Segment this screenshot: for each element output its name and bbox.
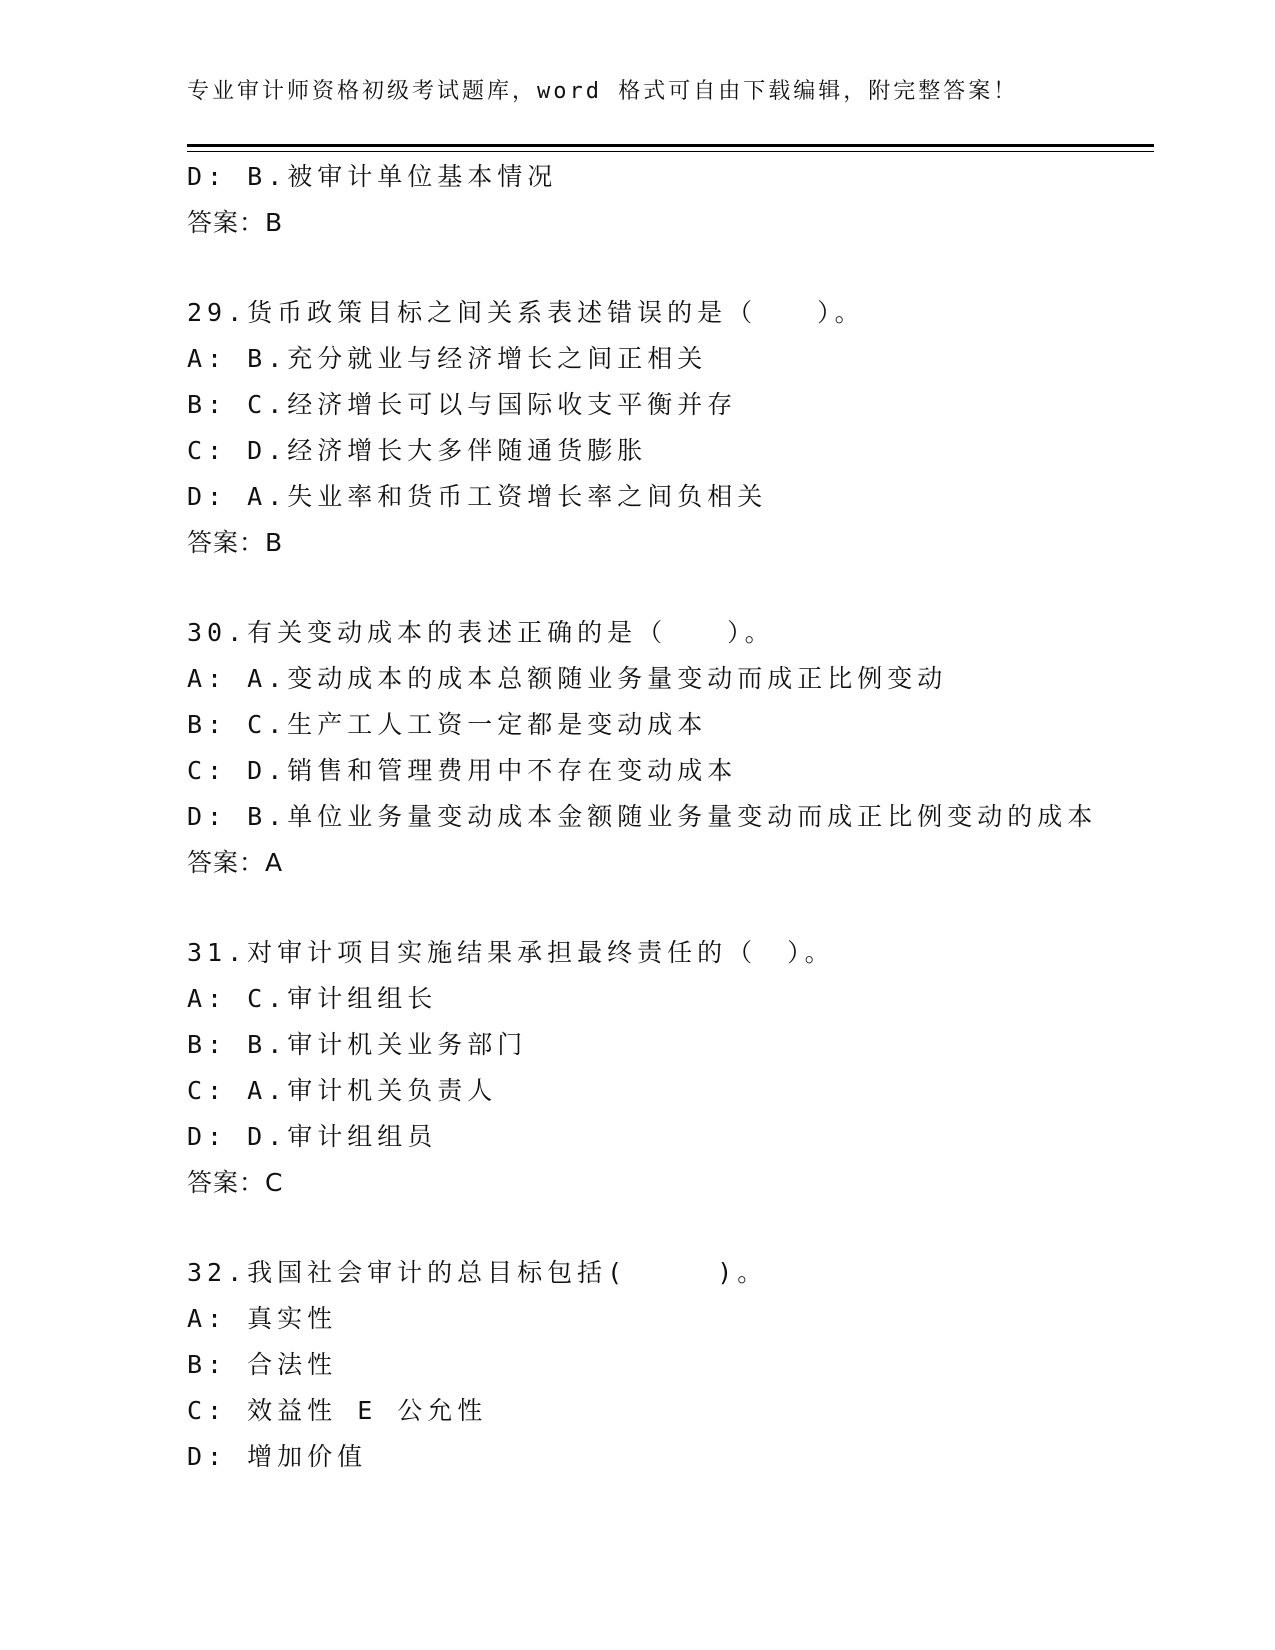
option-c: C: D.经济增长大多伴随通货膨胀 [187, 436, 648, 465]
option-b: B: C.生产工人工资一定都是变动成本 [187, 710, 708, 739]
question-stem: 29.货币政策目标之间关系表述错误的是（ ）。 [187, 298, 865, 327]
continued-question [187, 154, 1167, 246]
option-c: C: D.销售和管理费用中不存在变动成本 [187, 756, 738, 785]
option-d: D: B.单位业务量变动成本金额随业务量变动而成正比例变动的成本 [187, 802, 1098, 831]
question-32 [187, 1250, 1167, 1480]
question-stem: 32.我国社会审计的总目标包括( )。 [187, 1258, 768, 1287]
option-b: B: B.审计机关业务部门 [187, 1030, 528, 1059]
option-a: A: B.充分就业与经济增长之间正相关 [187, 344, 708, 373]
question-stem: 31.对审计项目实施结果承担最终责任的（ ）。 [187, 938, 835, 967]
question-list [187, 154, 1167, 1480]
option-b: B: 合法性 [187, 1350, 338, 1379]
answer-line: 答案：C [187, 1168, 284, 1197]
header-rule-thin [187, 151, 1154, 152]
answer-line: 答案：B [187, 528, 284, 557]
option-a: A: A.变动成本的成本总额随业务量变动而成正比例变动 [187, 664, 948, 693]
question-31 [187, 930, 1167, 1206]
page-header: 专业审计师资格初级考试题库，word 格式可自由下载编辑，附完整答案！ [187, 79, 1019, 104]
option-d: D: A.失业率和货币工资增长率之间负相关 [187, 482, 768, 511]
header-rule-thick [187, 144, 1154, 147]
option-a: A: 真实性 [187, 1304, 338, 1333]
option-c: C: 效益性 E 公允性 [187, 1396, 488, 1425]
option-d: D: 增加价值 [187, 1442, 368, 1471]
answer-line: 答案：B [187, 208, 284, 237]
option-b: B: C.经济增长可以与国际收支平衡并存 [187, 390, 738, 419]
answer-line: 答案：A [187, 848, 284, 877]
question-30 [187, 610, 1167, 886]
option-c: C: A.审计机关负责人 [187, 1076, 498, 1105]
question-stem: 30.有关变动成本的表述正确的是（ ）。 [187, 618, 775, 647]
option-d: D: D.审计组组员 [187, 1122, 438, 1151]
option-line: D: B.被审计单位基本情况 [187, 162, 558, 191]
question-29 [187, 290, 1167, 566]
option-a: A: C.审计组组长 [187, 984, 438, 1013]
